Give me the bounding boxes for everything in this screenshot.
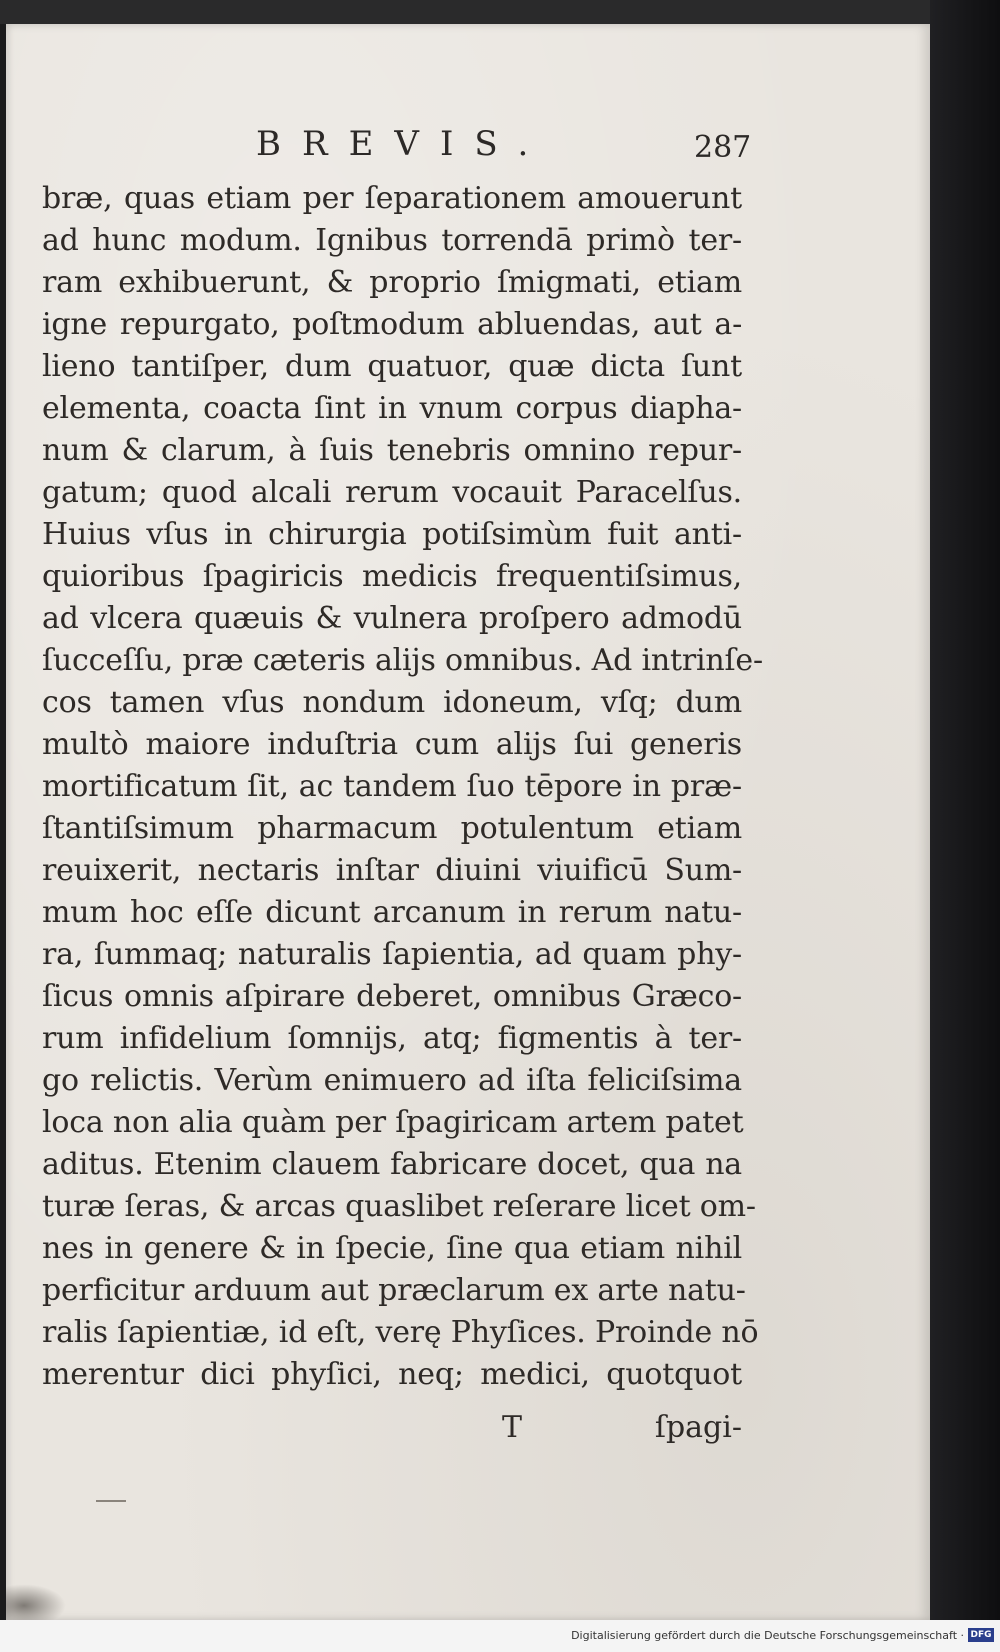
book-page (6, 24, 930, 1620)
text-line: ram exhibuerunt, & proprio ſmigmati, etiam (42, 265, 742, 300)
text-line: quioribus ſpagiricis medicis frequentiſsimus, (42, 559, 742, 594)
margin-mark (96, 1500, 126, 1502)
body-text (42, 178, 763, 1396)
text-line: lieno tantiſper, dum quatuor, quæ dicta ſunt (42, 349, 742, 384)
signature-mark: T (502, 1410, 523, 1445)
text-line: reuixerit, nectaris inſtar diuini viuificū Sum- (42, 853, 742, 888)
page-foot (42, 1410, 742, 1454)
text-line: nes in genere & in ſpecie, ſine qua etiam nihil (42, 1231, 742, 1266)
text-line: cos tamen vſus nondum idoneum, vſq; dum (42, 685, 742, 720)
dfg-logo-icon: DFG (968, 1628, 994, 1642)
text-line: mortificatum ſit, ac tandem ſuo tēpore in præ- (42, 769, 742, 804)
running-title: BREVIS. (256, 124, 550, 164)
text-line: multò maiore induſtria cum alijs ſui generis (42, 727, 742, 762)
text-line: bræ, quas etiam per ſeparationem amouerunt (42, 181, 742, 216)
text-line: igne repurgato, poſtmodum abluendas, aut a- (42, 307, 742, 342)
digitization-footer (0, 1620, 1000, 1652)
page-stain (6, 1584, 66, 1620)
text-line: aditus. Etenim clauem fabricare docet, qua na (42, 1147, 742, 1182)
text-line: ſtantiſsimum pharmacum potulentum etiam (42, 811, 742, 846)
scan-top-strip (0, 0, 1000, 24)
text-line: ralis ſapientiæ, id eſt, verę Phyſices. Proinde nō (42, 1315, 759, 1350)
text-line: ſicus omnis aſpirare deberet, omnibus Græco- (42, 979, 742, 1014)
text-line: Huius vſus in chirurgia potiſsimùm fuit anti- (42, 517, 742, 552)
page-header (6, 104, 930, 174)
text-line: go relictis. Verùm enimuero ad iſta feliciſsima (42, 1063, 742, 1098)
text-line: merentur dici phyſici, neq; medici, quotquot (42, 1357, 742, 1392)
page-number: 287 (694, 130, 752, 165)
funding-credit: Digitalisierung gefördert durch die Deutsche Forschungsgemeinschaft · (571, 1629, 964, 1642)
text-line: ra, ſummaq; naturalis ſapientia, ad quam phy- (42, 937, 742, 972)
book-edge (930, 0, 1000, 1652)
text-line: ad hunc modum. Ignibus torrendā primò ter- (42, 223, 742, 258)
text-line: gatum; quod alcali rerum vocauit Paracelſus. (42, 475, 742, 510)
text-line: perficitur arduum aut præclarum ex arte natu- (42, 1273, 746, 1308)
text-line: loca non alia quàm per ſpagiricam artem patet (42, 1105, 744, 1140)
text-line: ſucceſſu, præ cæteris alijs omnibus. Ad intrinſe- (42, 643, 763, 678)
text-line: turæ ſeras, & arcas quaslibet reſerare licet om- (42, 1189, 756, 1224)
text-line: rum infidelium ſomnijs, atq; figmentis à ter- (42, 1021, 742, 1056)
text-line: mum hoc eſſe dicunt arcanum in rerum natu- (42, 895, 742, 930)
text-line: num & clarum, à ſuis tenebris omnino repur- (42, 433, 742, 468)
text-line: elementa, coacta ſint in vnum corpus diapha- (42, 391, 742, 426)
catchword: ſpagi- (654, 1410, 742, 1445)
text-line: ad vlcera quæuis & vulnera proſpero admodū (42, 601, 742, 636)
